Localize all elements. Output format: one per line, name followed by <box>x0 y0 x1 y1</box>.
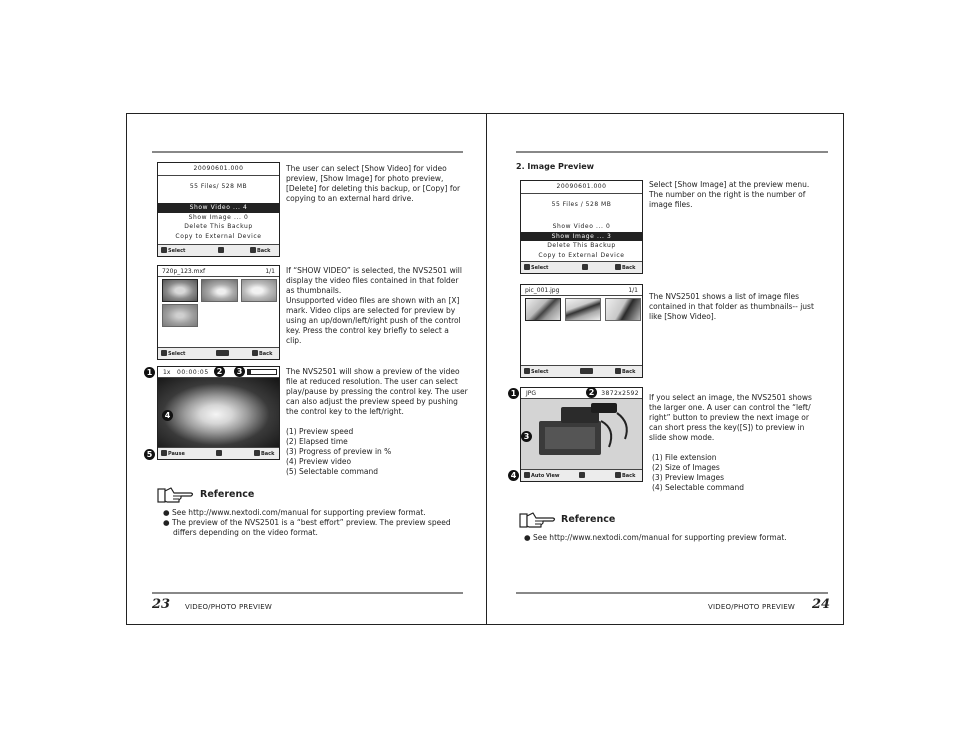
legend-item: (2) Size of Images <box>652 463 720 472</box>
reference-item: ● See http://www.nextodi.com/manual for supporting preview format. <box>524 533 787 542</box>
video-preview-screen <box>157 366 280 460</box>
image-thumbnail[interactable] <box>605 298 641 321</box>
pause-command[interactable] <box>161 450 185 457</box>
thumbnail-paragraph: If “SHOW VIDEO” is selected, the NVS2501 will display the video files contained in that folder as thumbnails. <box>286 266 462 295</box>
page-divider <box>486 113 487 625</box>
screen-footer <box>158 244 279 256</box>
progress-fill <box>248 370 251 374</box>
callout-1: 1 <box>144 367 155 378</box>
back-command[interactable] <box>615 264 635 271</box>
auto-view-label: Auto View <box>531 473 560 479</box>
key-icon <box>161 450 167 456</box>
select-command[interactable] <box>161 350 185 357</box>
key-icon <box>250 247 256 253</box>
callout-4: 4 <box>162 410 173 421</box>
reference-item: ● The preview of the NVS2501 is a “best effort” preview. The preview speed differs depending on the video format. <box>163 518 451 537</box>
select-command[interactable] <box>524 368 548 375</box>
pointing-hand-icon <box>157 485 195 505</box>
key-icon <box>161 350 167 356</box>
callout-1: 1 <box>508 388 519 399</box>
key-icon <box>252 350 258 356</box>
legend-item: (4) Preview video <box>286 457 352 466</box>
preview-image <box>521 399 642 470</box>
back-label: Back <box>259 351 273 357</box>
callout-2: 2 <box>586 387 597 398</box>
video-preview-paragraph: The NVS2501 will show a preview of the video file at reduced resolution. The user can select play/pause by pressing the control key. The user can also adjust the preview speed by pushing the control key to the left/right. <box>286 367 468 416</box>
select-command[interactable] <box>161 247 185 254</box>
thumbnail-page: 1/1 <box>265 268 275 275</box>
screen-footer <box>521 365 642 377</box>
thumbnail-header-line <box>521 295 642 296</box>
image-size: 3872x2592 <box>601 390 639 397</box>
thumbnail-filename: 720p_123.mxf <box>162 268 206 275</box>
screen-footer <box>158 447 279 459</box>
menu-item-show-image[interactable]: Show Image ... 3 <box>521 232 642 242</box>
legend-item: (1) File extension <box>652 453 717 462</box>
show-video-intro-text: The user can select [Show Video] for video preview, [Show Image] for photo preview, [Delete] for deleting this backup, or [Copy] for copying to an external hard drive. <box>286 164 461 203</box>
reference-item-text: See http://www.nextodi.com/manual for supporting preview format. <box>171 508 426 517</box>
show-image-intro-text: Select [Show Image] at the preview menu. The number on the right is the number of image files. <box>649 180 810 209</box>
menu-item-delete[interactable]: Delete This Backup <box>547 242 616 249</box>
reference-heading: Reference <box>561 514 616 525</box>
callout-5: 5 <box>144 449 155 460</box>
menu-item-show-video[interactable]: Show Video ... 0 <box>552 223 611 230</box>
thumbnail-header-line <box>158 276 279 277</box>
menu-item-show-image[interactable]: Show Image ... 0 <box>188 213 249 221</box>
screen-footer <box>521 469 642 481</box>
video-thumbnail[interactable] <box>241 279 277 302</box>
screen-footer <box>158 347 279 359</box>
legend-item: (3) Preview Images <box>652 473 724 482</box>
menu-screen-video <box>157 162 280 257</box>
back-command[interactable] <box>615 472 635 479</box>
page-section-label: VIDEO/PHOTO PREVIEW <box>708 603 796 611</box>
reference-heading: Reference <box>200 489 255 500</box>
screen-title: 20090601.000 <box>193 165 244 172</box>
select-label: Select <box>168 351 186 357</box>
image-preview-text <box>649 393 819 493</box>
section-title: 2. Image Preview <box>516 162 595 171</box>
video-thumbnail-screen <box>157 265 280 360</box>
file-extension: JPG <box>526 390 537 397</box>
reference-list <box>163 508 463 538</box>
key-icon <box>524 368 530 374</box>
menu-item-show-video[interactable]: Show Video ... 4 <box>158 203 279 213</box>
right-bottom-rule <box>516 592 828 594</box>
navigation-keys-icon <box>580 368 594 375</box>
left-top-rule <box>152 151 463 153</box>
screen-title-line <box>521 193 642 194</box>
key-icon <box>615 368 621 374</box>
back-label: Back <box>257 248 271 254</box>
reference-list <box>524 533 824 543</box>
key-icon <box>615 264 621 270</box>
callout-3: 3 <box>521 431 532 442</box>
callout-3: 3 <box>234 366 245 377</box>
key-icon <box>615 472 621 478</box>
unsupported-paragraph: Unsupported video files are shown with an [X] mark. Video clips are selected for preview by using an up/down/left/right push of the control key. Press the control key briefly to select a clip. <box>286 296 461 345</box>
video-thumbnail[interactable] <box>201 279 238 302</box>
screen-menu <box>521 222 642 260</box>
legend-item: (5) Selectable command <box>286 467 379 476</box>
right-top-rule <box>516 151 828 153</box>
screen-summary: 55 Files / 528 MB <box>551 201 612 208</box>
key-icon <box>524 472 530 478</box>
preview-video <box>158 378 279 448</box>
elapsed-time: 00:00:05 <box>177 369 209 376</box>
thumbnail-page: 1/1 <box>628 287 638 294</box>
pause-label: Pause <box>168 451 185 457</box>
back-label: Back <box>622 473 636 479</box>
select-label: Select <box>531 265 549 271</box>
device-photo <box>521 399 642 460</box>
legend-item: (2) Elapsed time <box>286 437 348 446</box>
back-command[interactable] <box>615 368 635 375</box>
video-thumbnail[interactable] <box>162 279 198 302</box>
show-video-thumbnail-text <box>286 266 466 346</box>
image-preview-screen <box>520 387 643 482</box>
legend-item: (3) Progress of preview in % <box>286 447 392 456</box>
reference-item: ● See http://www.nextodi.com/manual for supporting preview format. <box>163 508 426 517</box>
menu-screen-image <box>520 180 643 274</box>
screen-title-line <box>158 175 279 176</box>
legend-item: (4) Selectable command <box>652 483 745 492</box>
key-icon <box>161 247 167 253</box>
reference-item-text: The preview of the NVS2501 is a “best effort” preview. The preview speed differs depending on the video format. <box>171 518 451 537</box>
page-number: 24 <box>812 597 831 612</box>
speed-keys-icon <box>216 450 223 457</box>
preview-speed: 1x <box>163 369 171 376</box>
video-thumbnail[interactable] <box>162 304 198 327</box>
select-command[interactable] <box>524 264 548 271</box>
callout-2: 2 <box>214 366 225 377</box>
image-thumbnail[interactable] <box>565 298 601 321</box>
image-thumbnail[interactable] <box>525 298 561 321</box>
legend-item: (1) Preview speed <box>286 427 354 436</box>
image-preview-paragraph: If you select an image, the NVS2501 shows the larger one. A user can control the “left/ right” button to preview the next image or can short press the key([S]) to preview in slide show mode. <box>649 393 812 442</box>
back-command[interactable] <box>252 350 272 357</box>
auto-view-command[interactable] <box>524 472 560 479</box>
help-icon <box>218 247 225 254</box>
key-icon <box>524 264 530 270</box>
help-icon <box>582 264 589 271</box>
thumbnail-filename: pic_001.jpg <box>525 287 560 294</box>
left-bottom-rule <box>152 592 463 594</box>
screen-menu <box>158 203 279 241</box>
menu-item-copy[interactable]: Copy to External Device <box>538 251 625 259</box>
select-label: Select <box>531 369 549 375</box>
key-icon <box>254 450 260 456</box>
progress-bar <box>247 369 277 375</box>
back-label: Back <box>622 265 636 271</box>
navigation-keys-icon <box>579 472 586 479</box>
video-preview-text <box>286 367 472 477</box>
screen-title: 20090601.000 <box>556 183 607 190</box>
navigation-keys-icon <box>216 350 230 357</box>
menu-item-copy[interactable]: Copy to External Device <box>175 232 262 240</box>
show-image-thumbnail-text: The NVS2501 shows a list of image files contained in that folder as thumbnails-- just like [Show Video]. <box>649 292 814 321</box>
menu-item-delete[interactable]: Delete This Backup <box>184 223 253 230</box>
callout-4: 4 <box>508 470 519 481</box>
reference-item-text: See http://www.nextodi.com/manual for supporting preview format. <box>532 533 787 542</box>
back-label: Back <box>261 451 275 457</box>
select-label: Select <box>168 248 186 254</box>
back-label: Back <box>622 369 636 375</box>
screen-summary: 55 Files/ 528 MB <box>189 183 248 190</box>
back-command[interactable] <box>250 247 270 254</box>
pointing-hand-icon <box>519 510 557 530</box>
page-section-label: VIDEO/PHOTO PREVIEW <box>185 603 273 611</box>
screen-footer <box>521 261 642 273</box>
page-number: 23 <box>152 597 171 612</box>
image-thumbnail-screen <box>520 284 643 378</box>
back-command[interactable] <box>254 450 274 457</box>
